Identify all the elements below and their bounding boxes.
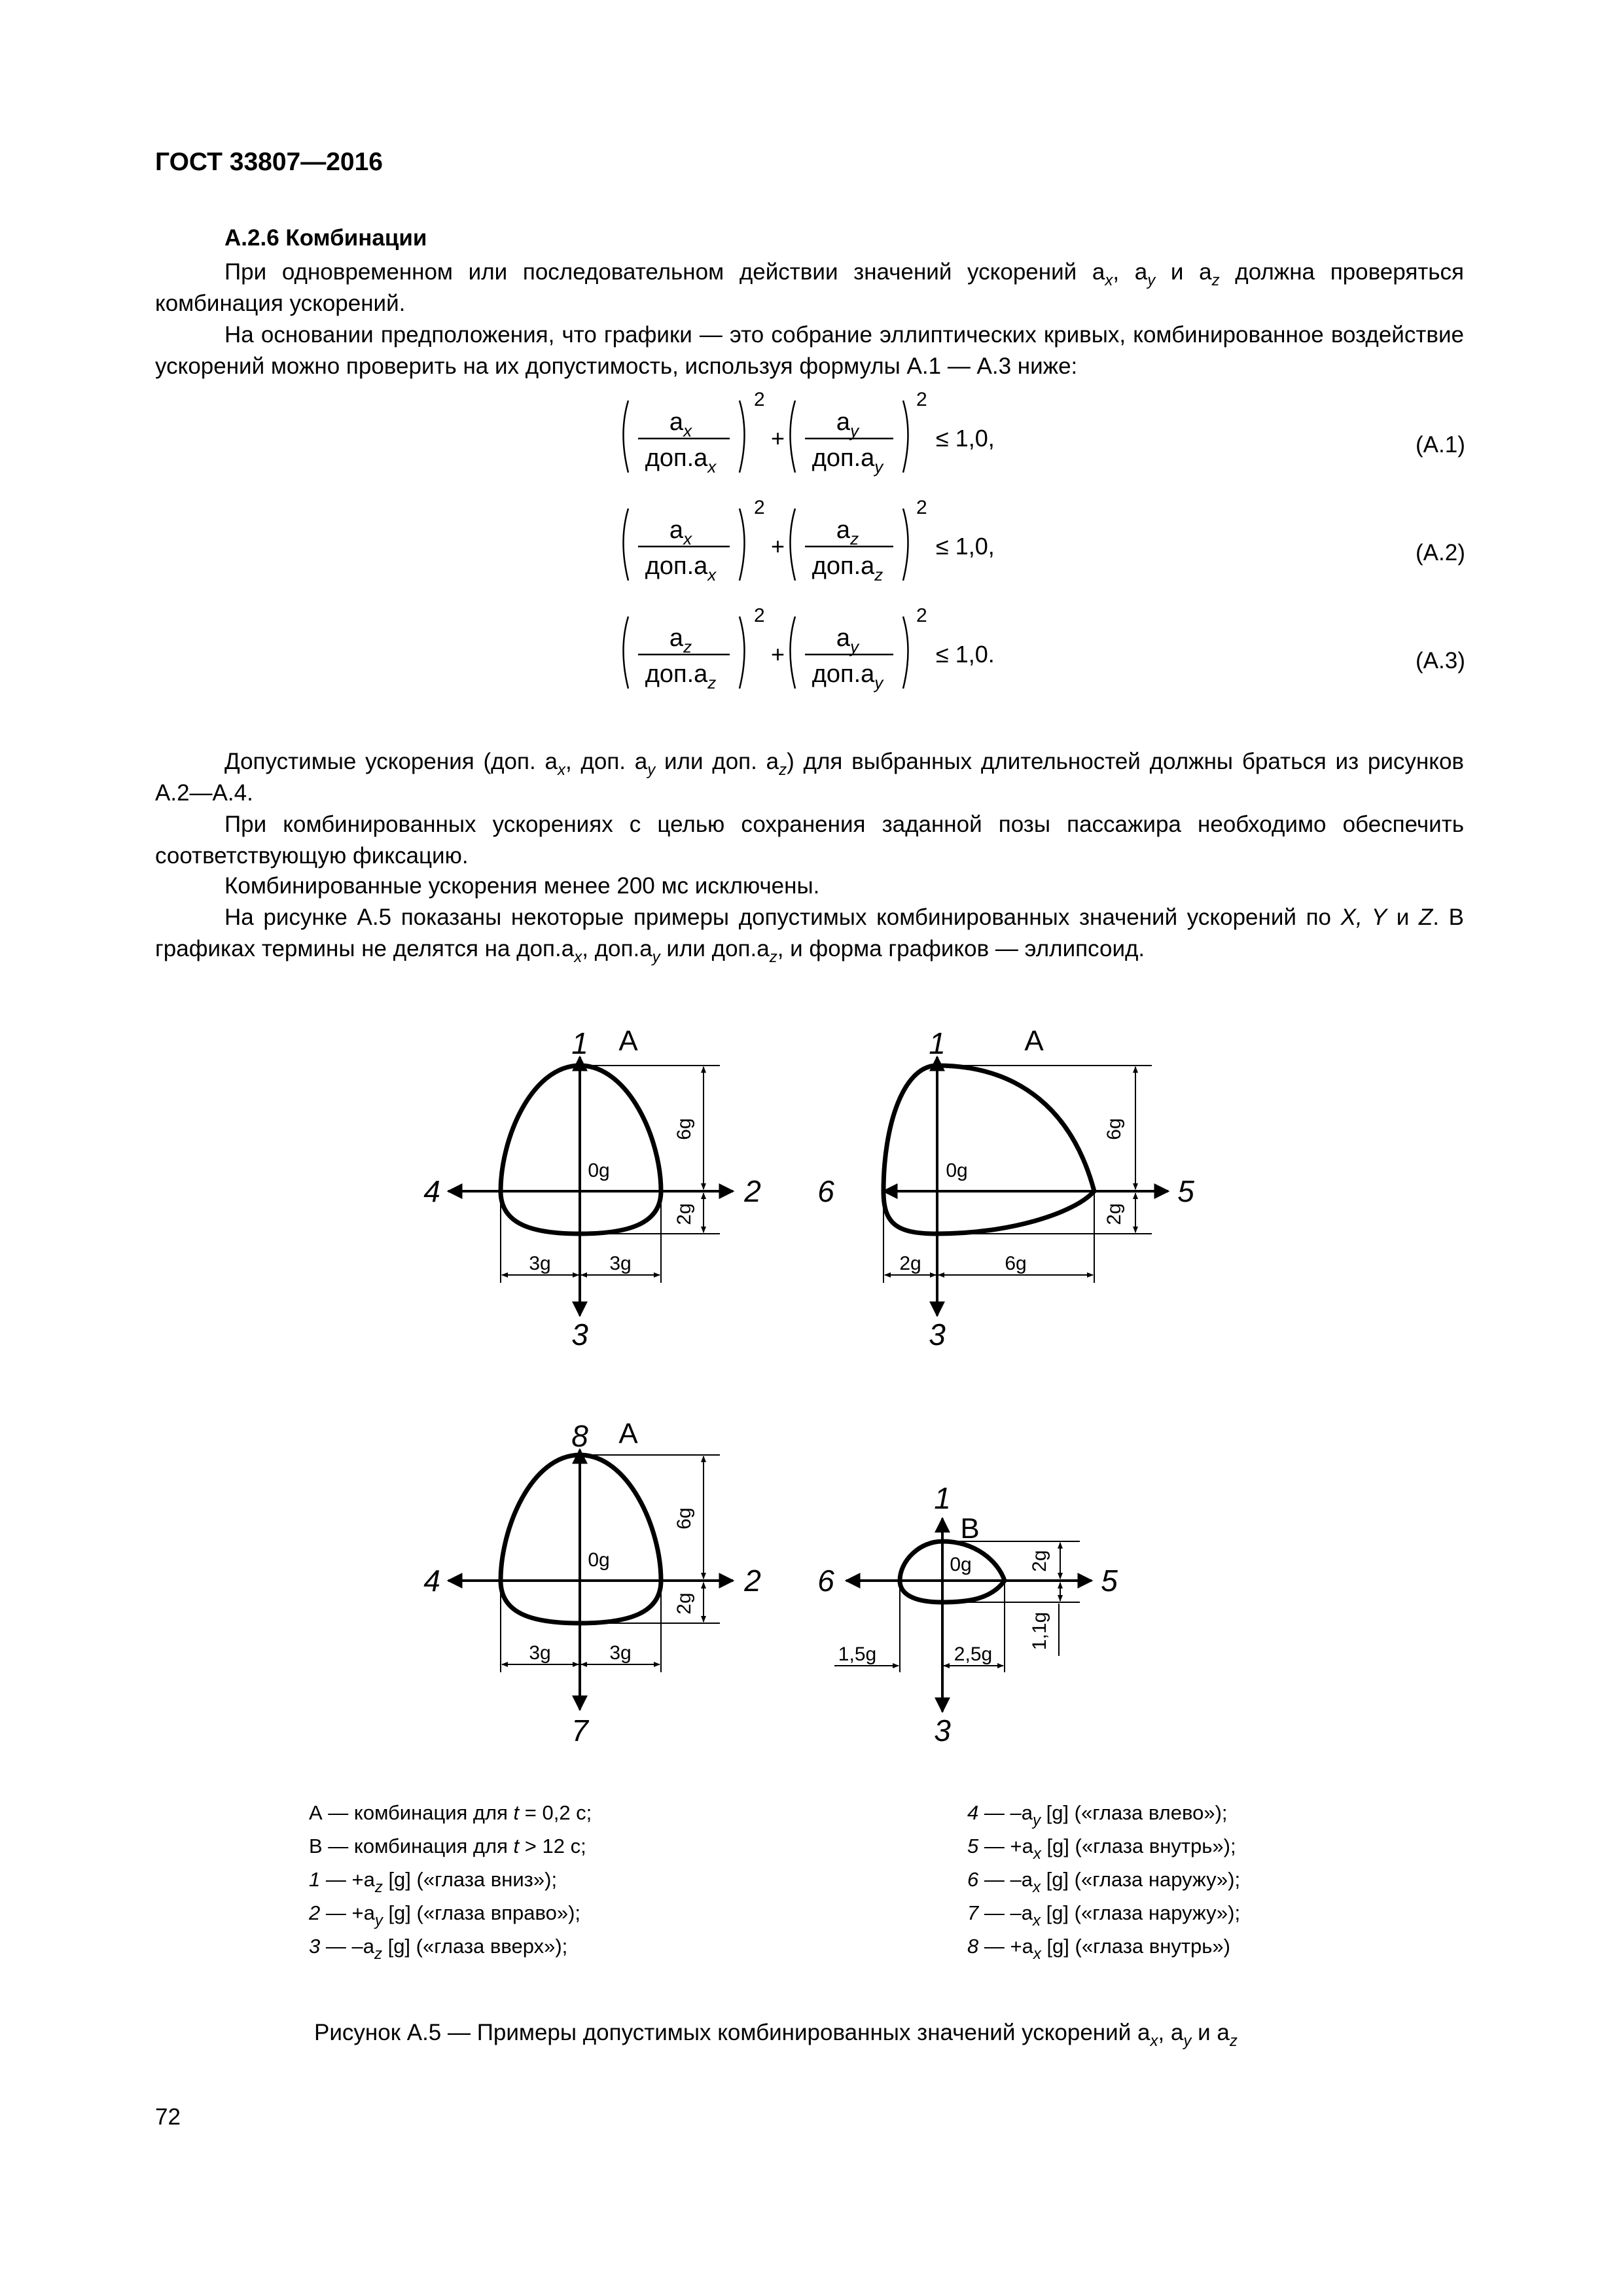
d1-dim-down: 2g: [673, 1203, 695, 1225]
equation-number-a2: (А.2): [1416, 540, 1465, 565]
d3-top-label: 8: [571, 1419, 588, 1453]
d3-right-label: 2: [744, 1564, 761, 1598]
svg-text:2: 2: [754, 497, 765, 518]
d4-dim-up: 2g: [1029, 1550, 1050, 1572]
formulas-block: [615, 387, 1073, 708]
d1-left-label: 4: [423, 1174, 440, 1208]
svg-text:2: 2: [916, 497, 927, 518]
d1-curve-label: A: [618, 1025, 638, 1057]
d2-dim-down: 2g: [1103, 1203, 1125, 1225]
svg-text:+: +: [771, 641, 785, 668]
legend-left: [309, 1796, 592, 1963]
legend-item: В — комбинация для t > 12 с;: [309, 1835, 586, 1857]
svg-text:az: $a_z$: [669, 624, 692, 656]
svg-text:ay: $a_y$: [836, 408, 859, 440]
legend-item: 1 — $+a_z$ [g] («глаза вниз»);: [309, 1868, 558, 1896]
svg-text:ax: $a_x$: [669, 516, 692, 548]
diagram-4: [817, 1481, 1118, 1748]
legend-item: 5 — $+a_x$ [g] («глаза внутрь»);: [967, 1835, 1236, 1863]
legend-item: 3 — $-a_z$ [g] («глаза вверх»);: [309, 1935, 568, 1963]
svg-text:≤ 1,0,: ≤ 1,0,: [936, 425, 995, 452]
svg-text:2: 2: [916, 605, 927, 626]
formula-a2: [624, 497, 995, 584]
svg-text:2: 2: [754, 389, 765, 410]
legend-item: 2 — $+a_y$ [g] («глаза вправо»);: [309, 1901, 581, 1929]
diagram-1: [423, 1025, 761, 1352]
d4-dim-right: 2,5g: [954, 1643, 993, 1665]
f0-num: a: [669, 408, 684, 436]
d2-left-label: 6: [817, 1174, 834, 1208]
d2-bottom-label: 3: [929, 1318, 946, 1352]
d4-left-label: 6: [817, 1564, 834, 1598]
page-number: 72: [155, 2104, 181, 2130]
d3-left-label: 4: [423, 1564, 440, 1598]
svg-text:доп.ax: $доп.a_x$: [645, 552, 717, 584]
svg-text:2: 2: [916, 389, 927, 410]
d3-dim-up: 6g: [673, 1507, 695, 1530]
d4-dim-down: 1,1g: [1029, 1611, 1050, 1651]
paragraph-excluded: Комбинированные ускорения менее 200 мс исключены.: [224, 873, 820, 899]
d2-curve-label: A: [1024, 1025, 1044, 1057]
d2-dim-up: 6g: [1103, 1118, 1125, 1140]
formula-a3: [624, 605, 995, 692]
d3-dim-left: 3g: [529, 1642, 551, 1664]
svg-text:доп.ax: $доп.a_x$: [645, 444, 717, 476]
paragraph-assumption: На основании предположения, что графики — это собрание эллиптических кривых, комбинированное воздействие ускорений можно проверить на их допустимость, используя формулы А.1 — А.3 ниже:: [155, 322, 1464, 379]
paragraph-combination: При одновременном или последовательном действии значений ускорений $a_x$, $a_y$ и $a_z$ должна проверяться комбинация ускорений.: [155, 259, 1464, 316]
d3-origin-label: 0g: [588, 1549, 610, 1571]
d4-origin-label: 0g: [950, 1554, 972, 1575]
d1-dim-right: 3g: [609, 1253, 632, 1274]
d2-dim-left: 2g: [899, 1253, 921, 1274]
figure-a5: [0, 969, 1623, 1793]
svg-text:az: $a_z$: [836, 516, 859, 548]
d1-dim-left: 3g: [529, 1253, 551, 1274]
d4-bottom-label: 3: [934, 1713, 951, 1748]
d1-dim-up: 6g: [673, 1118, 695, 1140]
formula-a1: [624, 389, 995, 476]
paragraph-figure-ref: На рисунке А.5 показаны некоторые примеры допустимых комбинированных значений ускорений по X, Y и Z. В графиках термины не делятся на $доп.a_x$, $доп.a_y$ или $доп.a_z$, и форма графиков — эллипсоид.: [155, 905, 1465, 966]
d4-curve-label: B: [960, 1513, 980, 1545]
d2-dim-right: 6g: [1005, 1253, 1027, 1274]
d2-top-label: 1: [929, 1026, 946, 1060]
d3-dim-down: 2g: [673, 1592, 695, 1615]
svg-text:доп.az: $доп.a_z$: [645, 660, 717, 692]
legend-item: А — комбинация для t = 0,2 с;: [309, 1801, 592, 1824]
d2-origin-label: 0g: [946, 1160, 968, 1181]
d1-bottom-label: 3: [571, 1318, 588, 1352]
d1-right-label: 2: [744, 1174, 761, 1208]
legend-item: 4 — $-a_y$ [g] («глаза влево»);: [967, 1801, 1228, 1829]
d4-dim-left: 1,5g: [838, 1643, 877, 1665]
svg-text:≤ 1,0,: ≤ 1,0,: [936, 533, 995, 560]
svg-text:≤ 1,0.: ≤ 1,0.: [936, 641, 995, 668]
section-title: А.2.6 Комбинации: [224, 225, 427, 251]
d3-bottom-label: 7: [571, 1713, 588, 1748]
svg-text:доп.ay: $доп.a_y$: [812, 660, 883, 692]
svg-text:2: 2: [754, 605, 765, 626]
figure-caption: Рисунок А.5 — Примеры допустимых комбинированных значений ускорений $a_x$, $a_y$ и $a_z$: [314, 2020, 1238, 2050]
svg-text:+: +: [771, 533, 785, 560]
diagram-2: [817, 1025, 1194, 1352]
d1-origin-label: 0g: [588, 1160, 610, 1181]
svg-text:+: +: [771, 425, 785, 452]
d2-curve: [883, 1066, 1094, 1234]
svg-text:доп.az: $доп.a_z$: [812, 552, 883, 584]
paragraph-fixation: При комбинированных ускорениях с целью сохранения заданной позы пассажира необходимо обеспечить соответствующую фиксацию.: [155, 812, 1464, 869]
svg-text:ay: $a_y$: [836, 624, 859, 656]
legend-item: 7 — $-a_x$ [g] («глаза наружу»);: [967, 1901, 1241, 1929]
diagram-3: [423, 1418, 761, 1748]
d4-top-label: 1: [934, 1481, 951, 1515]
legend-item: 6 — $-a_x$ [g] («глаза наружу»);: [967, 1868, 1241, 1896]
d4-right-label: 5: [1101, 1564, 1118, 1598]
equation-number-a1: (А.1): [1416, 432, 1465, 457]
svg-text:доп.ay: $доп.a_y$: [812, 444, 883, 476]
d3-curve-label: A: [618, 1418, 638, 1450]
document-code: ГОСТ 33807—2016: [155, 148, 383, 176]
equation-number-a3: (А.3): [1416, 648, 1465, 673]
legend-right: [967, 1796, 1240, 1963]
svg-text:ax: $a_x$: [669, 408, 692, 440]
paragraph-allowable: Допустимые ускорения (доп. $a_x$, доп. $a_y$ или доп. $a_z$) для выбранных длительностей должны браться из рисунков А.2—А.4.: [155, 749, 1465, 806]
d1-top-label: 1: [571, 1026, 588, 1060]
d3-dim-right: 3g: [609, 1642, 632, 1664]
legend-item: 8 — $+a_x$ [g] («глаза внутрь»): [967, 1935, 1230, 1963]
d2-right-label: 5: [1177, 1174, 1194, 1208]
